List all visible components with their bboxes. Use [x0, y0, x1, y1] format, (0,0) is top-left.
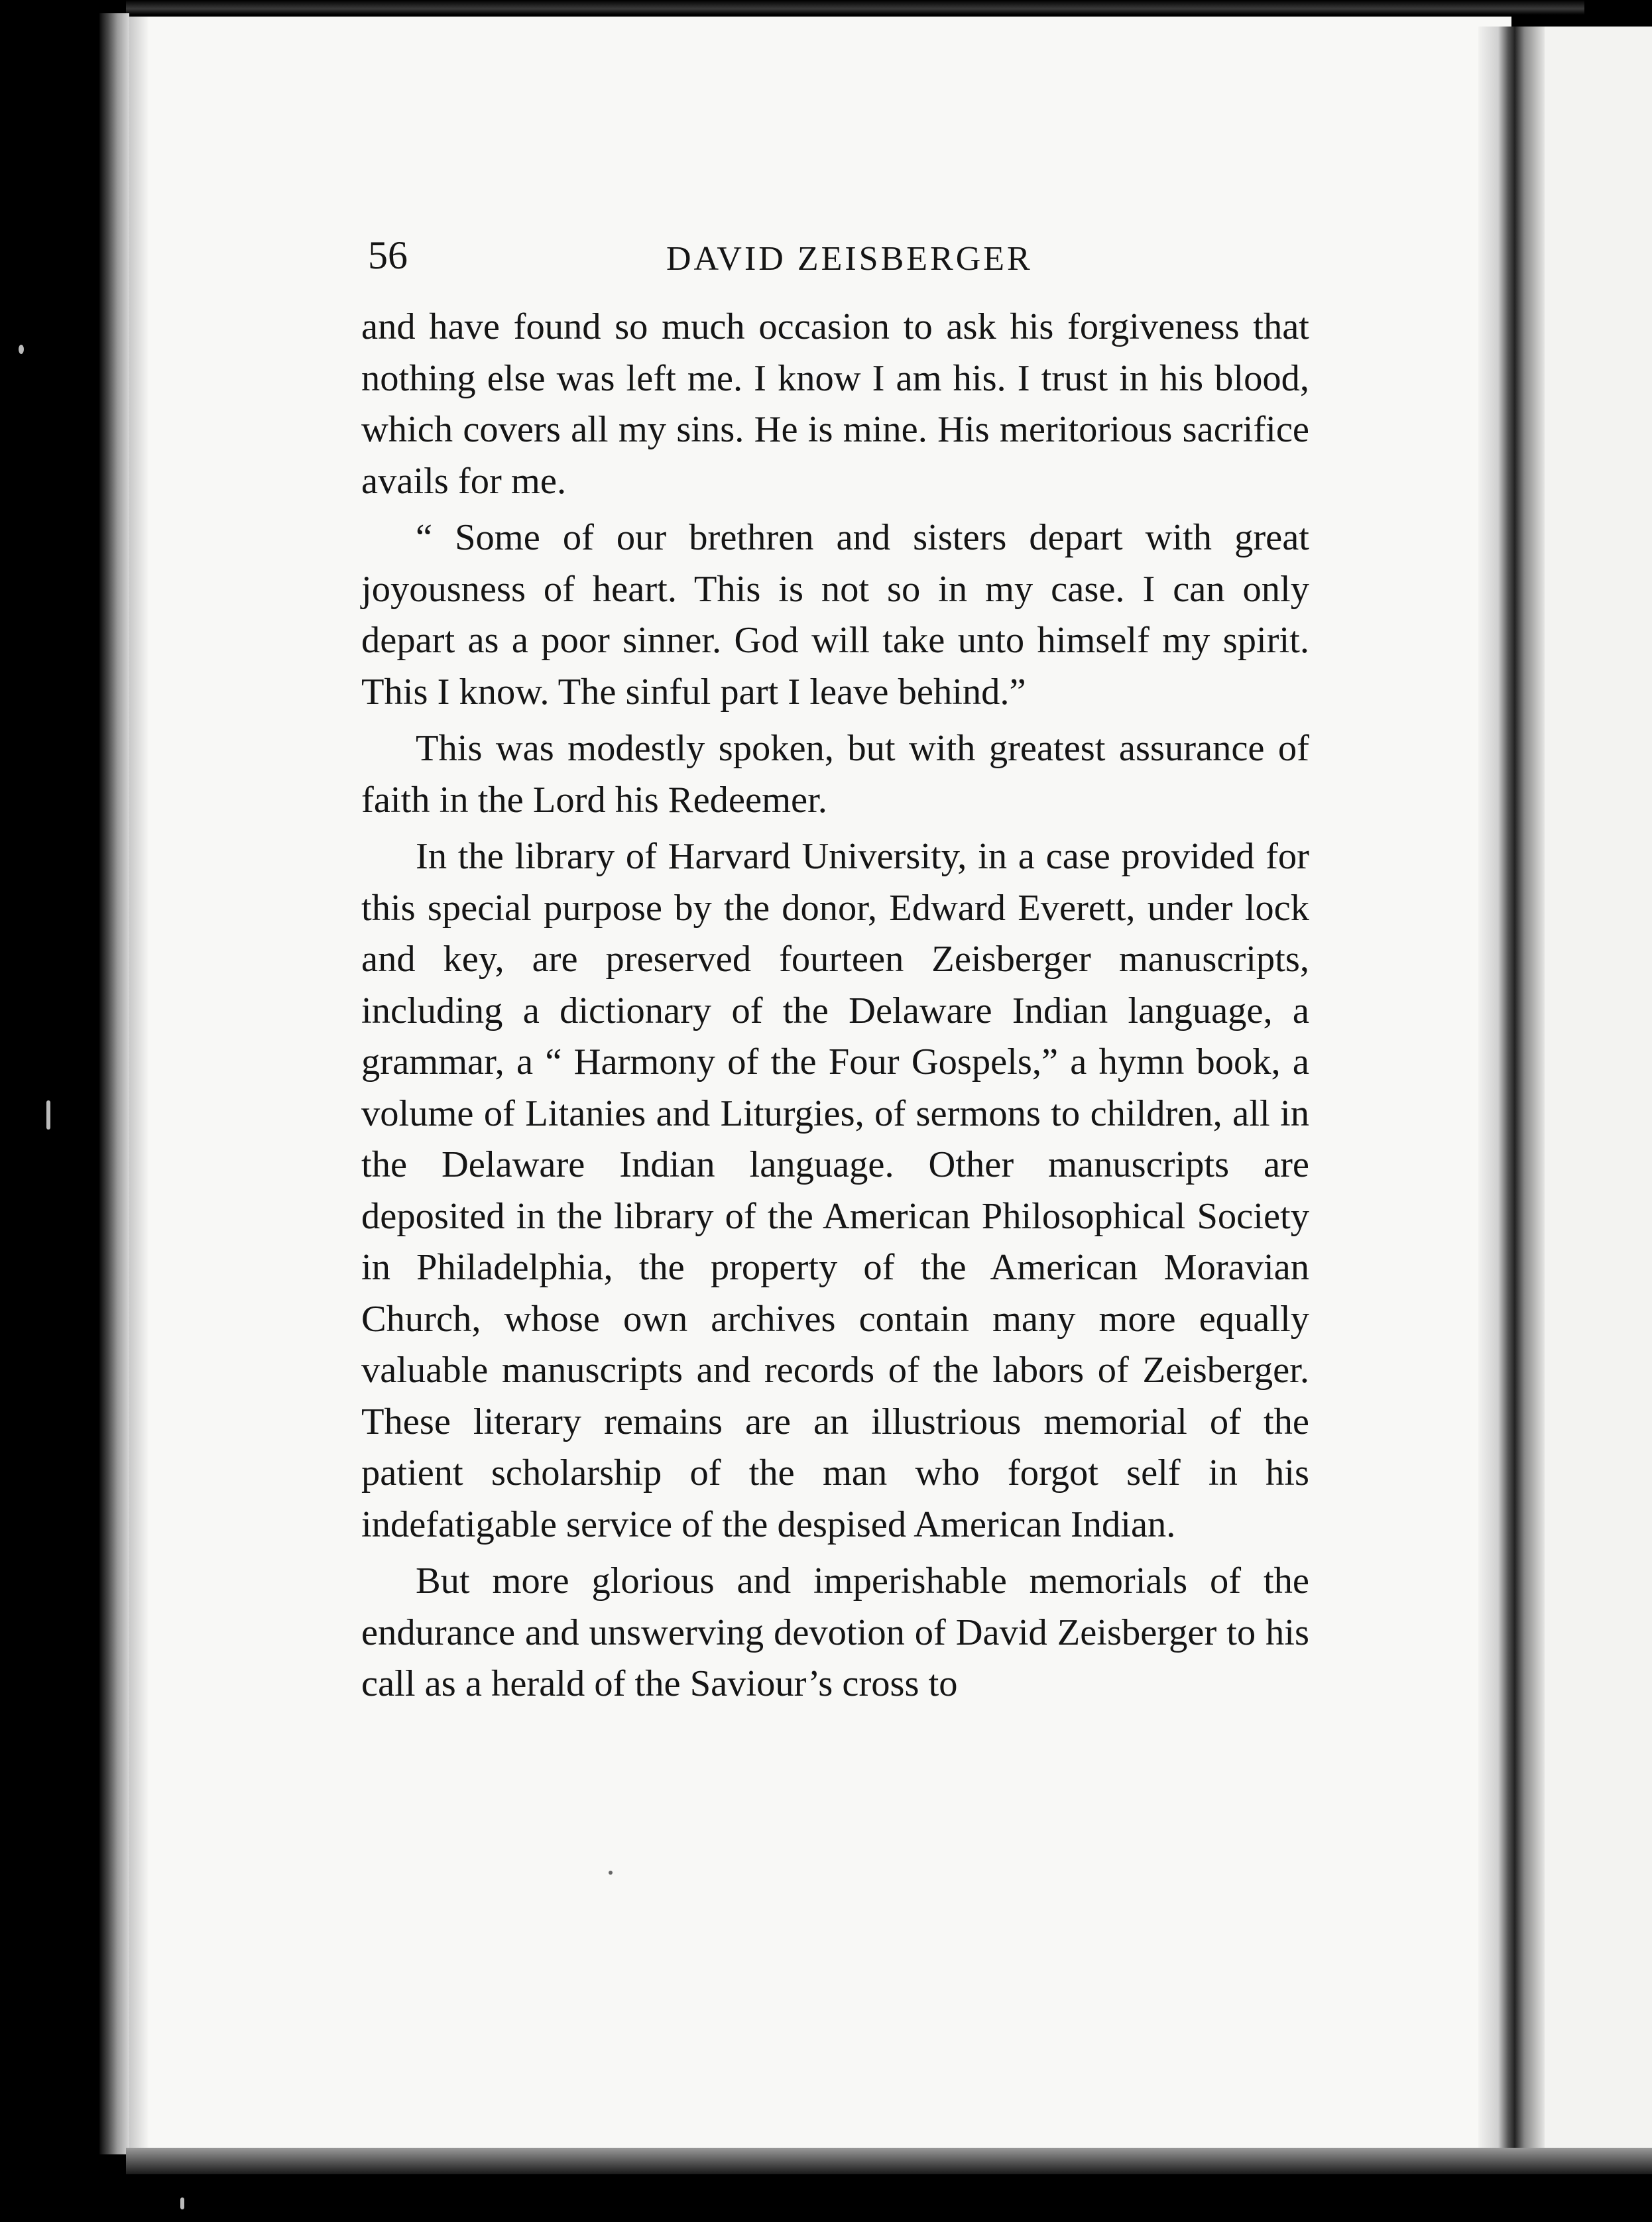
paragraph: “ Some of our brethren and sisters depart with great joyousness of heart. This is not so in my case. I can only depart as a poor sinner. God will take unto himself my spirit. This I know. The sinful part I leave behind.”	[361, 517, 1309, 713]
paragraph: But more glorious and imperishable memorials of the endurance and unswerving devotion of David Zeisberger to his call as a herald of the Saviour’s cross to	[361, 1560, 1309, 1704]
paragraph: In the library of Harvard University, in a case provided for this special purpose by the donor, Edward Everett, under lock and key, are preserved fourteen Zeisberger manuscripts, including a dictionary of the Delaware Indian language, a grammar, a “ Harmony of the Four Gospels,” a hymn book, a volume of Litanies and Liturgies, of sermons to children, all in the Delaware Indian language. Other manuscripts are deposited in the library of the American Philosophical Society in Philadelphia, the property of the American Moravian Church, whose own archives contain many more equally valuable manuscripts and records of the labors of Zeisberger. These literary remains are an illustrious memorial of the patient scholarship of the man who forgot self in his indefatigable service of the despised American Indian.	[361, 836, 1309, 1545]
top-page-edge	[126, 0, 1584, 15]
bottom-page-edge	[126, 2148, 1652, 2174]
dust-speck	[19, 345, 24, 354]
page-shadow	[129, 17, 149, 2151]
paragraph: This was modestly spoken, but with greatest assurance of faith in the Lord his Redeemer.	[361, 728, 1309, 821]
dust-speck	[46, 1100, 50, 1130]
left-binding-edge	[99, 13, 129, 2154]
page-number: 56	[368, 233, 408, 277]
book-gutter	[1478, 27, 1545, 2148]
paragraph: and have found so much occasion to ask his forgiveness that nothing else was left me. I know I am his. I trust in his blood, which covers all my sins. He is mine. His meritorious sacrifice avails for me.	[361, 306, 1309, 502]
running-head: DAVID ZEISBERGER	[666, 240, 1033, 278]
facing-page-edge	[1545, 27, 1652, 2148]
dust-speck	[609, 1871, 613, 1875]
dust-speck	[180, 2197, 184, 2209]
page-header	[368, 229, 1326, 288]
body-text	[361, 302, 1309, 1710]
